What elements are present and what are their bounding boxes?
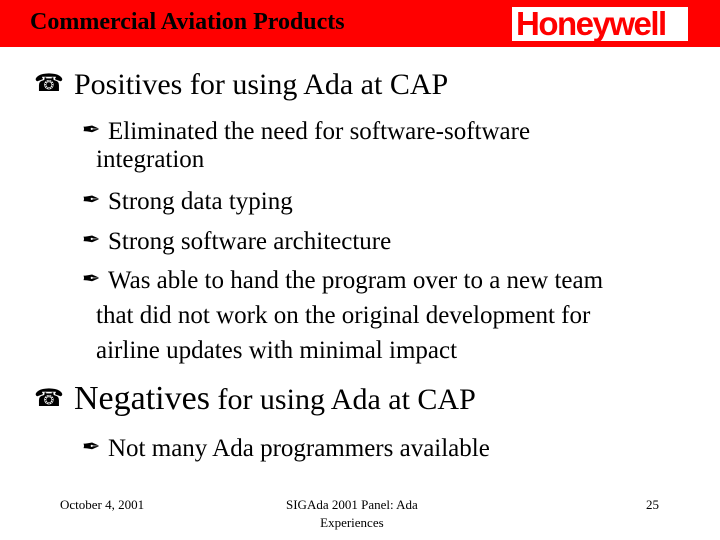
honeywell-logo — [512, 7, 688, 41]
list-item-continuation — [96, 298, 590, 334]
section1-title: Positives for using Ada at CAP — [74, 68, 449, 101]
list-item — [82, 224, 392, 260]
list-item — [82, 263, 604, 299]
item-text: Strong software architecture — [108, 228, 392, 255]
telephone-icon: ☎ — [34, 384, 64, 412]
footer-date: October 4, 2001 — [60, 497, 145, 512]
item-text: Strong data typing — [108, 188, 293, 215]
list-item — [82, 184, 293, 220]
pen-nib-icon: ✒ — [82, 188, 101, 213]
header-bar — [0, 0, 720, 47]
item-text: integration — [96, 146, 205, 173]
item-text: Eliminated the need for software-software — [108, 118, 531, 145]
section-heading-negatives — [34, 380, 476, 418]
page-number: 25 — [646, 497, 659, 512]
pen-nib-icon: ✒ — [82, 267, 101, 292]
section-heading-positives — [34, 68, 448, 102]
item-text: airline updates with minimal impact — [96, 337, 458, 364]
section2-title-emphasis: Negatives — [74, 380, 210, 417]
list-item — [82, 431, 490, 467]
item-text: Not many Ada programmers available — [108, 435, 490, 462]
pen-nib-icon: ✒ — [82, 435, 101, 460]
footer-center-line1: SIGAda 2001 Panel: Ada — [286, 497, 418, 512]
list-item-continuation — [96, 333, 457, 369]
header-title: Commercial Aviation Products — [30, 9, 345, 35]
item-text: Was able to hand the program over to a new team — [108, 267, 604, 294]
footer-center-line2: Experiences — [320, 515, 384, 530]
telephone-icon: ☎ — [34, 69, 64, 97]
section2-title-rest: for using Ada at CAP — [217, 383, 476, 416]
footer-center — [286, 496, 418, 532]
logo-text: Honeywell — [516, 5, 666, 42]
item-text: that did not work on the original development for — [96, 302, 591, 329]
pen-nib-icon: ✒ — [82, 228, 101, 253]
pen-nib-icon: ✒ — [82, 118, 101, 143]
list-item-continuation — [96, 142, 204, 178]
